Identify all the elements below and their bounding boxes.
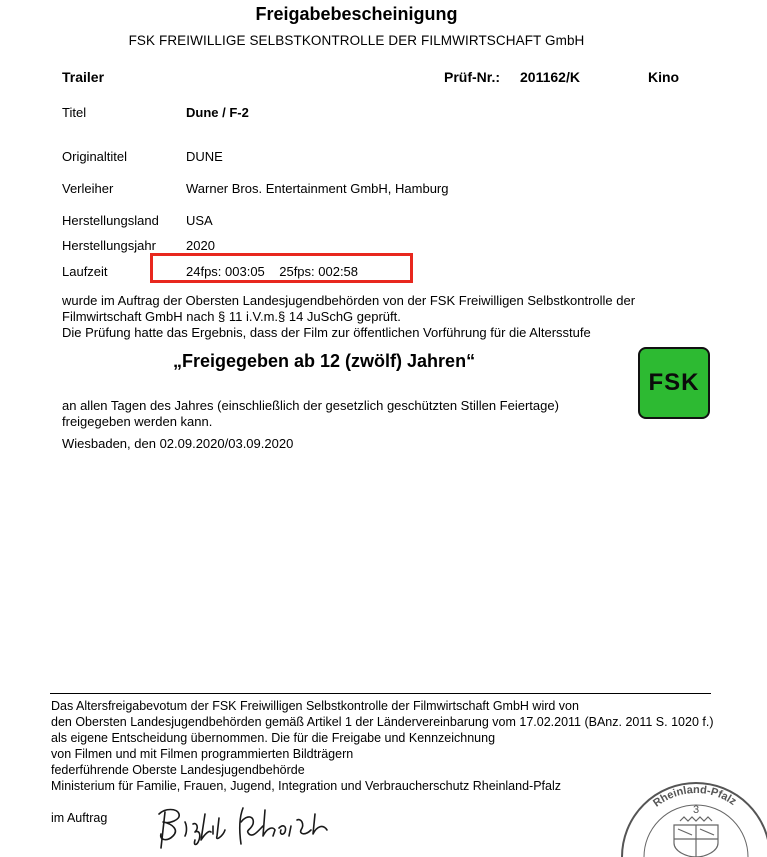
footer-line-2: den Obersten Landesjugendbehörden gemäß Artikel 1 der Ländervereinbarung vom 17.02.2011 (BAnz. 2011 S. 1020 f.) bbox=[51, 715, 714, 729]
herstellungsland-value: USA bbox=[186, 213, 213, 228]
im-auftrag: im Auftrag bbox=[51, 811, 108, 825]
herstellungsjahr-value: 2020 bbox=[186, 238, 215, 253]
body-line-4: an allen Tagen des Jahres (einschließlich der gesetzlich geschützten Stillen Feiertage) bbox=[62, 398, 559, 413]
herstellungsland-label: Herstellungsland bbox=[62, 213, 159, 228]
footer-line-4: von Filmen und mit Filmen programmierten Bildträgern bbox=[51, 747, 354, 761]
verleiher-label: Verleiher bbox=[62, 181, 114, 196]
seal-number: 3 bbox=[692, 804, 700, 816]
document-subtitle: FSK FREIWILLIGE SELBSTKONTROLLE DER FILMWIRTSCHAFT GmbH bbox=[128, 33, 585, 48]
footer-line-1: Das Altersfreigabevotum der FSK Freiwilligen Selbstkontrolle der Filmwirtschaft GmbH wird von bbox=[51, 699, 579, 713]
fsk-badge-label: FSK bbox=[648, 369, 700, 396]
laufzeit-highlight-box bbox=[150, 253, 413, 283]
document-type: Trailer bbox=[62, 69, 105, 85]
verleiher-value: Warner Bros. Entertainment GmbH, Hamburg bbox=[186, 181, 449, 196]
document-title: Freigabebescheinigung bbox=[255, 4, 458, 24]
footer-line-6: Ministerium für Familie, Frauen, Jugend, Integration und Verbraucherschutz Rheinland-Pfalz bbox=[51, 779, 561, 793]
herstellungsjahr-label: Herstellungsjahr bbox=[62, 238, 156, 253]
body-line-5: freigegeben werden kann. bbox=[62, 414, 213, 429]
originaltitel-label: Originaltitel bbox=[62, 149, 128, 164]
official-seal-stamp bbox=[612, 777, 767, 857]
body-line-2: Filmwirtschaft GmbH nach § 11 i.V.m.§ 14 JuSchG geprüft. bbox=[62, 309, 401, 324]
body-line-1: wurde im Auftrag der Obersten Landesjugendbehörden von der FSK Freiwilligen Selbstkontrolle der bbox=[62, 293, 636, 308]
laufzeit-value: 24fps: 003:05 25fps: 002:58 bbox=[186, 264, 359, 279]
coat-of-arms-icon bbox=[674, 817, 718, 857]
footer-divider bbox=[50, 693, 711, 694]
body-line-3: Die Prüfung hatte das Ergebnis, dass der Film zur öffentlichen Vorführung für die Altersstufe bbox=[62, 325, 591, 340]
seal-text: Rheinland-Pfalz bbox=[651, 784, 739, 810]
pruef-nr-label: Prüf-Nr.: bbox=[444, 69, 500, 85]
medium-label: Kino bbox=[648, 69, 680, 85]
originaltitel-value: DUNE bbox=[186, 149, 223, 164]
laufzeit-label: Laufzeit bbox=[62, 264, 108, 279]
footer-line-5: federführende Oberste Landesjugendbehörde bbox=[51, 763, 305, 777]
handwritten-signature bbox=[155, 800, 345, 850]
pruef-nr-value: 201162/K bbox=[520, 69, 580, 85]
footer-line-3: als eigene Entscheidung übernommen. Die für die Freigabe und Kennzeichnung bbox=[51, 731, 496, 745]
fsk-12-badge bbox=[638, 347, 710, 419]
titel-label: Titel bbox=[62, 105, 87, 120]
titel-value: Dune / F-2 bbox=[186, 105, 249, 120]
place-date: Wiesbaden, den 02.09.2020/03.09.2020 bbox=[62, 436, 294, 451]
rating-statement: „Freigegeben ab 12 (zwölf) Jahren“ bbox=[173, 351, 476, 371]
